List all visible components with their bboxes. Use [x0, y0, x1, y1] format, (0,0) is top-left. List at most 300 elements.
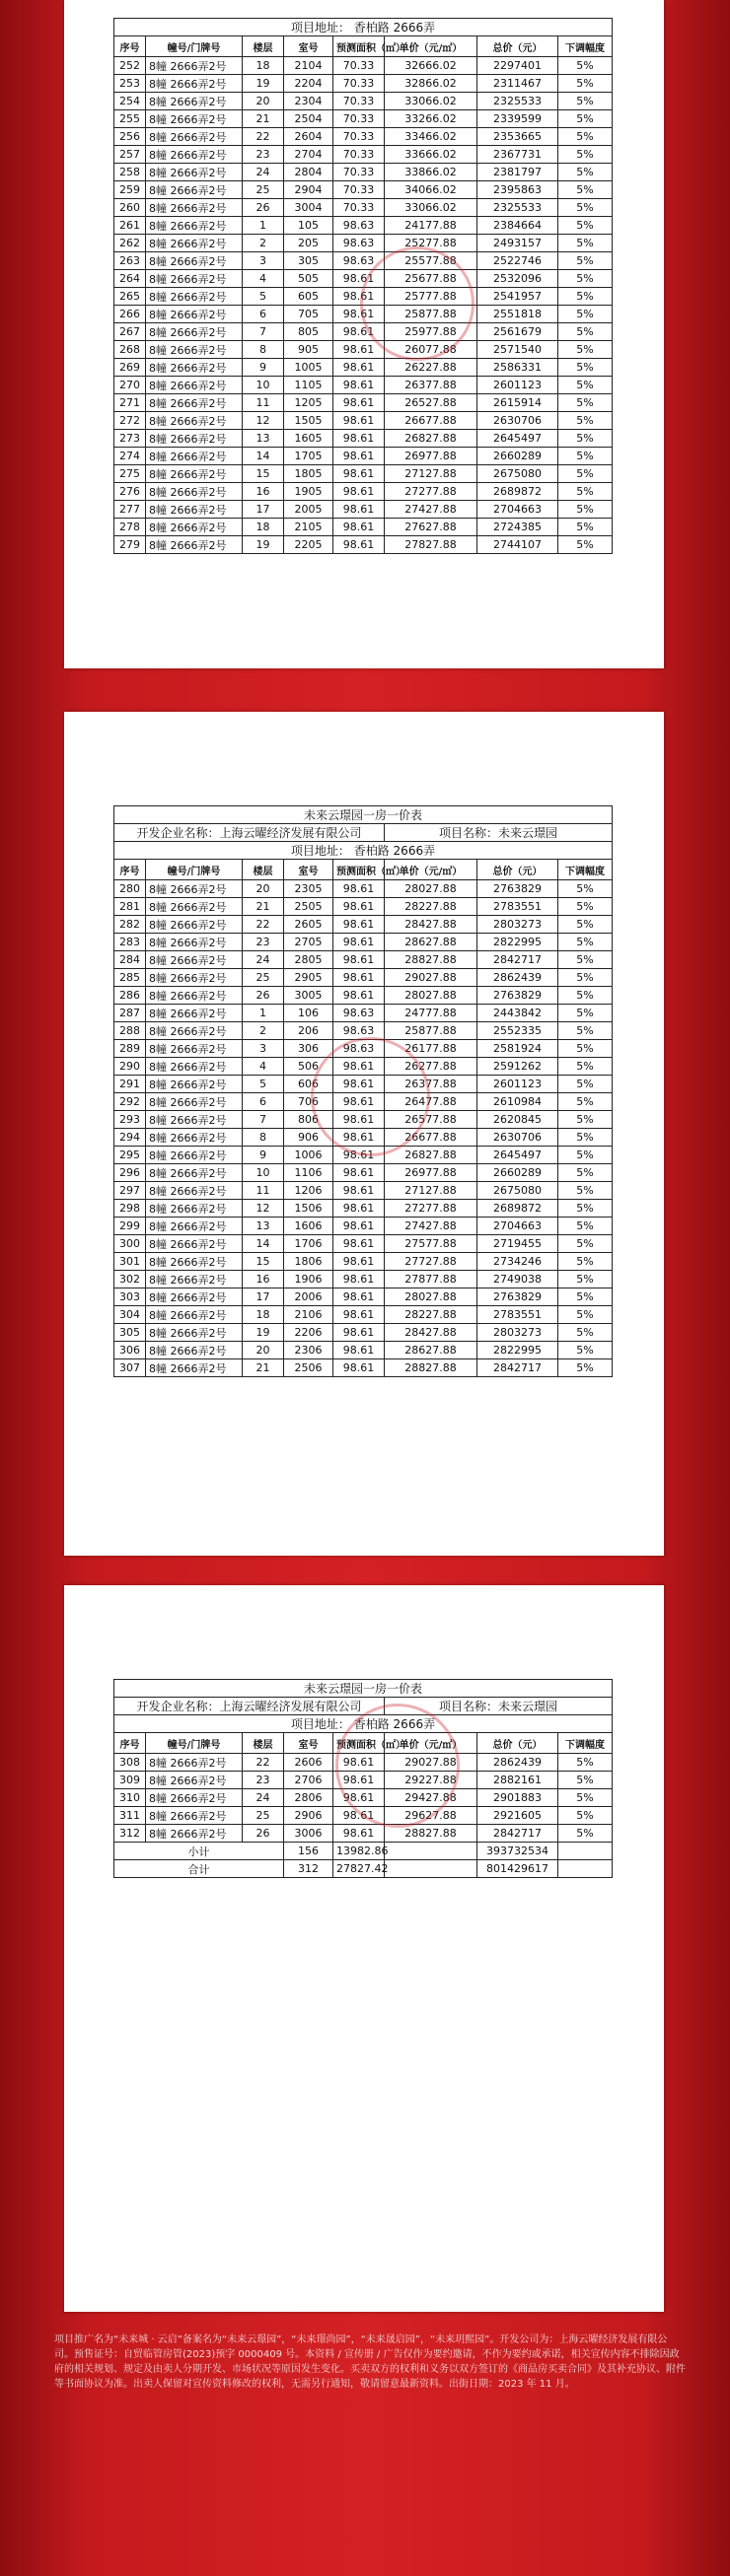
cell-building: 8幢 2666弄2号: [146, 1359, 243, 1377]
cell-no: 256: [114, 128, 146, 146]
cell-area: 98.61: [333, 1359, 385, 1377]
cell-adjustment: 5%: [558, 1182, 613, 1200]
table-row: [114, 465, 613, 483]
cell-building: 8幢 2666弄2号: [146, 1235, 243, 1253]
cell-floor: 8: [243, 341, 284, 359]
cell-adjustment: 5%: [558, 377, 613, 394]
cell-unit-price: 25777.88: [385, 288, 477, 306]
col-header-building: 幢号/门牌号: [146, 860, 243, 880]
cell-floor: 18: [243, 1306, 284, 1324]
cell-no: 278: [114, 519, 146, 536]
cell-area: 98.63: [333, 1005, 385, 1022]
cell-floor: 18: [243, 57, 284, 75]
cell-no: 295: [114, 1147, 146, 1164]
cell-room: 1106: [284, 1164, 333, 1182]
cell-adjustment: 5%: [558, 110, 613, 128]
table-row: [114, 1005, 613, 1022]
cell-area: 70.33: [333, 146, 385, 164]
cell-room: 3004: [284, 199, 333, 217]
cell-building: 8幢 2666弄2号: [146, 128, 243, 146]
col-header-total-price: 总价（元）: [477, 1733, 558, 1754]
cell-adjustment: 5%: [558, 252, 613, 270]
cell-adjustment: 5%: [558, 536, 613, 554]
cell-no: 305: [114, 1324, 146, 1342]
col-header-no: 序号: [114, 860, 146, 880]
cell-adjustment: 5%: [558, 1076, 613, 1093]
cell-unit-price: 25877.88: [385, 1022, 477, 1040]
cell-unit-price: 33466.02: [385, 128, 477, 146]
cell-area: 98.61: [333, 536, 385, 554]
cell-room: 3006: [284, 1825, 333, 1843]
cell-no: 274: [114, 448, 146, 465]
table-row: [114, 235, 613, 252]
cell-building: 8幢 2666弄2号: [146, 1005, 243, 1022]
cell-total-price: 2763829: [477, 1288, 558, 1306]
col-header-room: 室号: [284, 860, 333, 880]
cell-area: 70.33: [333, 110, 385, 128]
cell-total-price: 2689872: [477, 1200, 558, 1218]
cell-unit-price: 26677.88: [385, 1129, 477, 1147]
cell-floor: 22: [243, 128, 284, 146]
cell-no: 312: [114, 1825, 146, 1843]
cell-total-price: 2325533: [477, 93, 558, 110]
cell-area: 98.63: [333, 1040, 385, 1058]
cell-adjustment: 5%: [558, 898, 613, 916]
cell-floor: 14: [243, 448, 284, 465]
cell-room: 1005: [284, 359, 333, 377]
cell-no: 276: [114, 483, 146, 501]
cell-unit-price: 28427.88: [385, 1324, 477, 1342]
table-row: [114, 1076, 613, 1093]
cell-total-price: 2620845: [477, 1111, 558, 1129]
cell-room: 2904: [284, 181, 333, 199]
cell-building: 8幢 2666弄2号: [146, 483, 243, 501]
cell-building: 8幢 2666弄2号: [146, 501, 243, 519]
cell-area: 98.61: [333, 306, 385, 323]
cell-area: 98.61: [333, 1324, 385, 1342]
cell-unit-price: 24777.88: [385, 1005, 477, 1022]
cell-building: 8幢 2666弄2号: [146, 519, 243, 536]
table-row: [114, 1342, 613, 1359]
cell-room: 505: [284, 270, 333, 288]
cell-floor: 20: [243, 1342, 284, 1359]
cell-room: 206: [284, 1022, 333, 1040]
cell-no: 296: [114, 1164, 146, 1182]
cell-room: 2505: [284, 898, 333, 916]
cell-floor: 13: [243, 1218, 284, 1235]
cell-total-price: 2862439: [477, 1754, 558, 1772]
cell-room: 805: [284, 323, 333, 341]
cell-building: 8幢 2666弄2号: [146, 1200, 243, 1218]
cell-unit-price: 26827.88: [385, 430, 477, 448]
cell-room: 105: [284, 217, 333, 235]
cell-no: 292: [114, 1093, 146, 1111]
cell-adjustment: 5%: [558, 1253, 613, 1271]
cell-room: 2605: [284, 916, 333, 934]
cell-unit-price: 25277.88: [385, 235, 477, 252]
cell-total-price: 2610984: [477, 1093, 558, 1111]
cell-floor: 11: [243, 1182, 284, 1200]
cell-adjustment: 5%: [558, 1288, 613, 1306]
cell-total-price: 2615914: [477, 394, 558, 412]
cell-no: 298: [114, 1200, 146, 1218]
cell-total-price: 2882161: [477, 1772, 558, 1789]
cell-building: 8幢 2666弄2号: [146, 1807, 243, 1825]
cell-floor: 24: [243, 1789, 284, 1807]
table-row: [114, 951, 613, 969]
cell-no: 310: [114, 1789, 146, 1807]
col-header-floor: 楼层: [243, 36, 284, 57]
cell-unit-price: 26477.88: [385, 1093, 477, 1111]
cell-area: 70.33: [333, 57, 385, 75]
cell-floor: 8: [243, 1129, 284, 1147]
table-row: [114, 146, 613, 164]
table-row: [114, 1772, 613, 1789]
cell-no: 306: [114, 1342, 146, 1359]
cell-floor: 23: [243, 146, 284, 164]
col-header-unit-price: 单价（元/㎡）: [385, 1733, 477, 1754]
cell-building: 8幢 2666弄2号: [146, 934, 243, 951]
cell-building: 8幢 2666弄2号: [146, 1129, 243, 1147]
cell-adjustment: 5%: [558, 1164, 613, 1182]
project-row: [385, 1698, 613, 1715]
cell-building: 8幢 2666弄2号: [146, 323, 243, 341]
cell-adjustment: 5%: [558, 1129, 613, 1147]
cell-building: 8幢 2666弄2号: [146, 1342, 243, 1359]
cell-total-price: 2645497: [477, 1147, 558, 1164]
cell-total-price: 2749038: [477, 1271, 558, 1288]
table-row: [114, 75, 613, 93]
cell-floor: 6: [243, 1093, 284, 1111]
cell-no: 275: [114, 465, 146, 483]
cell-no: 301: [114, 1253, 146, 1271]
cell-total-price: 2297401: [477, 57, 558, 75]
table-row: [114, 880, 613, 898]
cell-no: 263: [114, 252, 146, 270]
table-row: [114, 412, 613, 430]
cell-building: 8幢 2666弄2号: [146, 880, 243, 898]
table-row: [114, 1306, 613, 1324]
cell-room: 705: [284, 306, 333, 323]
cell-building: 8幢 2666弄2号: [146, 252, 243, 270]
cell-total-price: 2842717: [477, 1359, 558, 1377]
cell-adjustment: 5%: [558, 465, 613, 483]
col-header-unit-price: 单价（元/㎡）: [385, 860, 477, 880]
cell-room: 706: [284, 1093, 333, 1111]
cell-unit-price: 29627.88: [385, 1807, 477, 1825]
col-header-building: 幢号/门牌号: [146, 1733, 243, 1754]
developer-row: [114, 1698, 385, 1715]
cell-building: 8幢 2666弄2号: [146, 1022, 243, 1040]
cell-building: 8幢 2666弄2号: [146, 1324, 243, 1342]
cell-floor: 17: [243, 501, 284, 519]
cell-room: 1205: [284, 394, 333, 412]
cell-adjustment: 5%: [558, 1324, 613, 1342]
cell-area: 98.61: [333, 916, 385, 934]
table-row: [114, 128, 613, 146]
table-row: [114, 519, 613, 536]
cell-area: 98.61: [333, 394, 385, 412]
table-row: [114, 536, 613, 554]
cell-area: 98.61: [333, 1253, 385, 1271]
cell-building: 8幢 2666弄2号: [146, 465, 243, 483]
cell-building: 8幢 2666弄2号: [146, 341, 243, 359]
cell-unit-price: 27627.88: [385, 519, 477, 536]
col-header-building: 幢号/门牌号: [146, 36, 243, 57]
cell-unit-price: 29427.88: [385, 1789, 477, 1807]
cell-unit-price: 26227.88: [385, 359, 477, 377]
cell-room: 2306: [284, 1342, 333, 1359]
project-name: 未来云璟园: [498, 1700, 558, 1713]
table-row: [114, 93, 613, 110]
cell-area: 98.61: [333, 519, 385, 536]
project-address: 项目地址： 香柏路 2666弄: [114, 842, 613, 860]
cell-room: 2105: [284, 519, 333, 536]
table-row: [114, 1235, 613, 1253]
cell-room: 306: [284, 1040, 333, 1058]
cell-total-price: 2675080: [477, 1182, 558, 1200]
cell-total-price: 2783551: [477, 898, 558, 916]
cell-no: 265: [114, 288, 146, 306]
cell-total-price: 2704663: [477, 501, 558, 519]
cell-unit-price: 26377.88: [385, 1076, 477, 1093]
cell-area: 98.63: [333, 1022, 385, 1040]
cell-room: 1605: [284, 430, 333, 448]
cell-unit-price: 25677.88: [385, 270, 477, 288]
cell-unit-price: 33666.02: [385, 146, 477, 164]
price-sheet-page-1: [64, 0, 664, 668]
cell-area: 98.61: [333, 1058, 385, 1076]
cell-unit-price: 26827.88: [385, 1147, 477, 1164]
col-header-adjustment: 下调幅度: [558, 860, 613, 880]
cell-unit-price: 28627.88: [385, 934, 477, 951]
total-label: 合计: [114, 1860, 284, 1878]
cell-area: 98.61: [333, 323, 385, 341]
cell-total-price: 2395863: [477, 181, 558, 199]
cell-area: 98.61: [333, 483, 385, 501]
cell-area: 98.61: [333, 1164, 385, 1182]
table-row: [114, 1754, 613, 1772]
cell-adjustment: 5%: [558, 164, 613, 181]
subtotal-unit: [385, 1843, 477, 1860]
cell-floor: 21: [243, 1359, 284, 1377]
cell-area: 98.61: [333, 1807, 385, 1825]
cell-adjustment: 5%: [558, 1093, 613, 1111]
cell-room: 2204: [284, 75, 333, 93]
cell-adjustment: 5%: [558, 359, 613, 377]
cell-building: 8幢 2666弄2号: [146, 987, 243, 1005]
cell-no: 303: [114, 1288, 146, 1306]
cell-building: 8幢 2666弄2号: [146, 75, 243, 93]
cell-adjustment: 5%: [558, 306, 613, 323]
cell-room: 1905: [284, 483, 333, 501]
table-row: [114, 1164, 613, 1182]
cell-room: 1606: [284, 1218, 333, 1235]
table-row: [114, 1271, 613, 1288]
legal-disclaimer: 项目推广名为“未来城 · 云启”备案名为“未来云璟园”，“未来璟尚园”，“未来晟启园”，“未来玥熙园”。开发公司为：上海云曜经济发展有限公司。预售证号：自贸临管房管(2023)预字 0000409 号。本资料 / 宣传册 / 广告仅作为要约邀请，不作为要约或承诺，相关宣传内容不排除因政府的相关规划、规定及由卖人分期开发、市场状况等原因发生变化。买卖双方的权利和义务以双方签订的《商品房买卖合同》及其补充协议、附件等书面协议为准。出卖人保留对宣传资料修改的权利，无需另行通知，敬请留意最新资料。出街日期：2023 年 11 月。: [54, 2334, 686, 2390]
total-total: 801429617: [477, 1860, 558, 1878]
cell-adjustment: 5%: [558, 1040, 613, 1058]
cell-floor: 2: [243, 235, 284, 252]
cell-no: 289: [114, 1040, 146, 1058]
cell-total-price: 2311467: [477, 75, 558, 93]
cell-floor: 7: [243, 323, 284, 341]
cell-adjustment: 5%: [558, 969, 613, 987]
table-body-2: [114, 880, 613, 1377]
cell-adjustment: 5%: [558, 270, 613, 288]
cell-adjustment: 5%: [558, 146, 613, 164]
cell-area: 98.61: [333, 1129, 385, 1147]
cell-floor: 26: [243, 199, 284, 217]
cell-adjustment: 5%: [558, 1772, 613, 1789]
table-row: [114, 217, 613, 235]
cell-floor: 25: [243, 969, 284, 987]
cell-unit-price: 34066.02: [385, 181, 477, 199]
cell-unit-price: 28227.88: [385, 1306, 477, 1324]
table-row: [114, 1218, 613, 1235]
cell-no: 261: [114, 217, 146, 235]
table-row: [114, 969, 613, 987]
table-row: [114, 288, 613, 306]
table-row: [114, 164, 613, 181]
table-row: [114, 1359, 613, 1377]
cell-building: 8幢 2666弄2号: [146, 93, 243, 110]
cell-building: 8幢 2666弄2号: [146, 448, 243, 465]
cell-unit-price: 32666.02: [385, 57, 477, 75]
cell-adjustment: 5%: [558, 1825, 613, 1843]
developer-label: 开发企业名称：: [136, 1700, 220, 1713]
col-header-floor: 楼层: [243, 860, 284, 880]
cell-building: 8幢 2666弄2号: [146, 306, 243, 323]
cell-adjustment: 5%: [558, 1058, 613, 1076]
cell-floor: 22: [243, 1754, 284, 1772]
cell-adjustment: 5%: [558, 394, 613, 412]
table-row: [114, 110, 613, 128]
table-row: [114, 57, 613, 75]
cell-floor: 16: [243, 483, 284, 501]
subtotal-label: 小计: [114, 1843, 284, 1860]
col-header-adjustment: 下调幅度: [558, 36, 613, 57]
developer-row: [114, 824, 385, 842]
table-row: [114, 252, 613, 270]
col-header-total-price: 总价（元）: [477, 860, 558, 880]
cell-area: 98.61: [333, 377, 385, 394]
cell-no: 252: [114, 57, 146, 75]
cell-unit-price: 27727.88: [385, 1253, 477, 1271]
cell-building: 8幢 2666弄2号: [146, 916, 243, 934]
price-sheet-page-3: [64, 1585, 664, 2312]
cell-building: 8幢 2666弄2号: [146, 969, 243, 987]
cell-floor: 2: [243, 1022, 284, 1040]
cell-adjustment: 5%: [558, 483, 613, 501]
cell-no: 290: [114, 1058, 146, 1076]
cell-adjustment: 5%: [558, 199, 613, 217]
cell-area: 98.61: [333, 1182, 385, 1200]
table-row: [114, 199, 613, 217]
cell-room: 305: [284, 252, 333, 270]
cell-area: 98.61: [333, 1147, 385, 1164]
cell-total-price: 2822995: [477, 934, 558, 951]
cell-room: 2005: [284, 501, 333, 519]
cell-total-price: 2842717: [477, 951, 558, 969]
cell-adjustment: 5%: [558, 1147, 613, 1164]
table-title: 未来云璟园一房一价表: [114, 806, 613, 824]
cell-building: 8幢 2666弄2号: [146, 181, 243, 199]
cell-building: 8幢 2666弄2号: [146, 377, 243, 394]
table-row: [114, 916, 613, 934]
cell-floor: 20: [243, 93, 284, 110]
cell-building: 8幢 2666弄2号: [146, 1288, 243, 1306]
cell-building: 8幢 2666弄2号: [146, 1111, 243, 1129]
cell-room: 1906: [284, 1271, 333, 1288]
cell-unit-price: 26277.88: [385, 1058, 477, 1076]
cell-adjustment: 5%: [558, 93, 613, 110]
cell-area: 98.61: [333, 1754, 385, 1772]
total-unit: [385, 1860, 477, 1878]
cell-room: 2504: [284, 110, 333, 128]
cell-adjustment: 5%: [558, 1359, 613, 1377]
cell-floor: 4: [243, 270, 284, 288]
cell-no: 307: [114, 1359, 146, 1377]
cell-building: 8幢 2666弄2号: [146, 430, 243, 448]
cell-total-price: 2339599: [477, 110, 558, 128]
cell-total-price: 2561679: [477, 323, 558, 341]
col-header-room: 室号: [284, 36, 333, 57]
cell-no: 283: [114, 934, 146, 951]
cell-unit-price: 27127.88: [385, 1182, 477, 1200]
cell-area: 98.61: [333, 465, 385, 483]
cell-unit-price: 26977.88: [385, 448, 477, 465]
cell-no: 299: [114, 1218, 146, 1235]
cell-building: 8幢 2666弄2号: [146, 394, 243, 412]
cell-no: 255: [114, 110, 146, 128]
cell-building: 8幢 2666弄2号: [146, 146, 243, 164]
cell-adjustment: 5%: [558, 1200, 613, 1218]
cell-room: 2706: [284, 1772, 333, 1789]
col-header-floor: 楼层: [243, 1733, 284, 1754]
table-row: [114, 1807, 613, 1825]
cell-room: 906: [284, 1129, 333, 1147]
cell-room: 1705: [284, 448, 333, 465]
cell-floor: 10: [243, 377, 284, 394]
cell-area: 98.61: [333, 934, 385, 951]
cell-total-price: 2552335: [477, 1022, 558, 1040]
cell-building: 8幢 2666弄2号: [146, 412, 243, 430]
cell-area: 70.33: [333, 181, 385, 199]
cell-unit-price: 27127.88: [385, 465, 477, 483]
cell-building: 8幢 2666弄2号: [146, 1218, 243, 1235]
table-row: [114, 1058, 613, 1076]
cell-area: 98.61: [333, 359, 385, 377]
cell-no: 293: [114, 1111, 146, 1129]
table-row: [114, 898, 613, 916]
cell-adjustment: 5%: [558, 217, 613, 235]
cell-total-price: 2734246: [477, 1253, 558, 1271]
table-row: [114, 501, 613, 519]
cell-floor: 13: [243, 430, 284, 448]
cell-unit-price: 25977.88: [385, 323, 477, 341]
cell-total-price: 2630706: [477, 1129, 558, 1147]
cell-adjustment: 5%: [558, 1235, 613, 1253]
cell-total-price: 2591262: [477, 1058, 558, 1076]
cell-total-price: 2724385: [477, 519, 558, 536]
cell-room: 1706: [284, 1235, 333, 1253]
table-row: [114, 1253, 613, 1271]
col-header-room: 室号: [284, 1733, 333, 1754]
cell-no: 254: [114, 93, 146, 110]
cell-adjustment: 5%: [558, 341, 613, 359]
table-row: [114, 1022, 613, 1040]
